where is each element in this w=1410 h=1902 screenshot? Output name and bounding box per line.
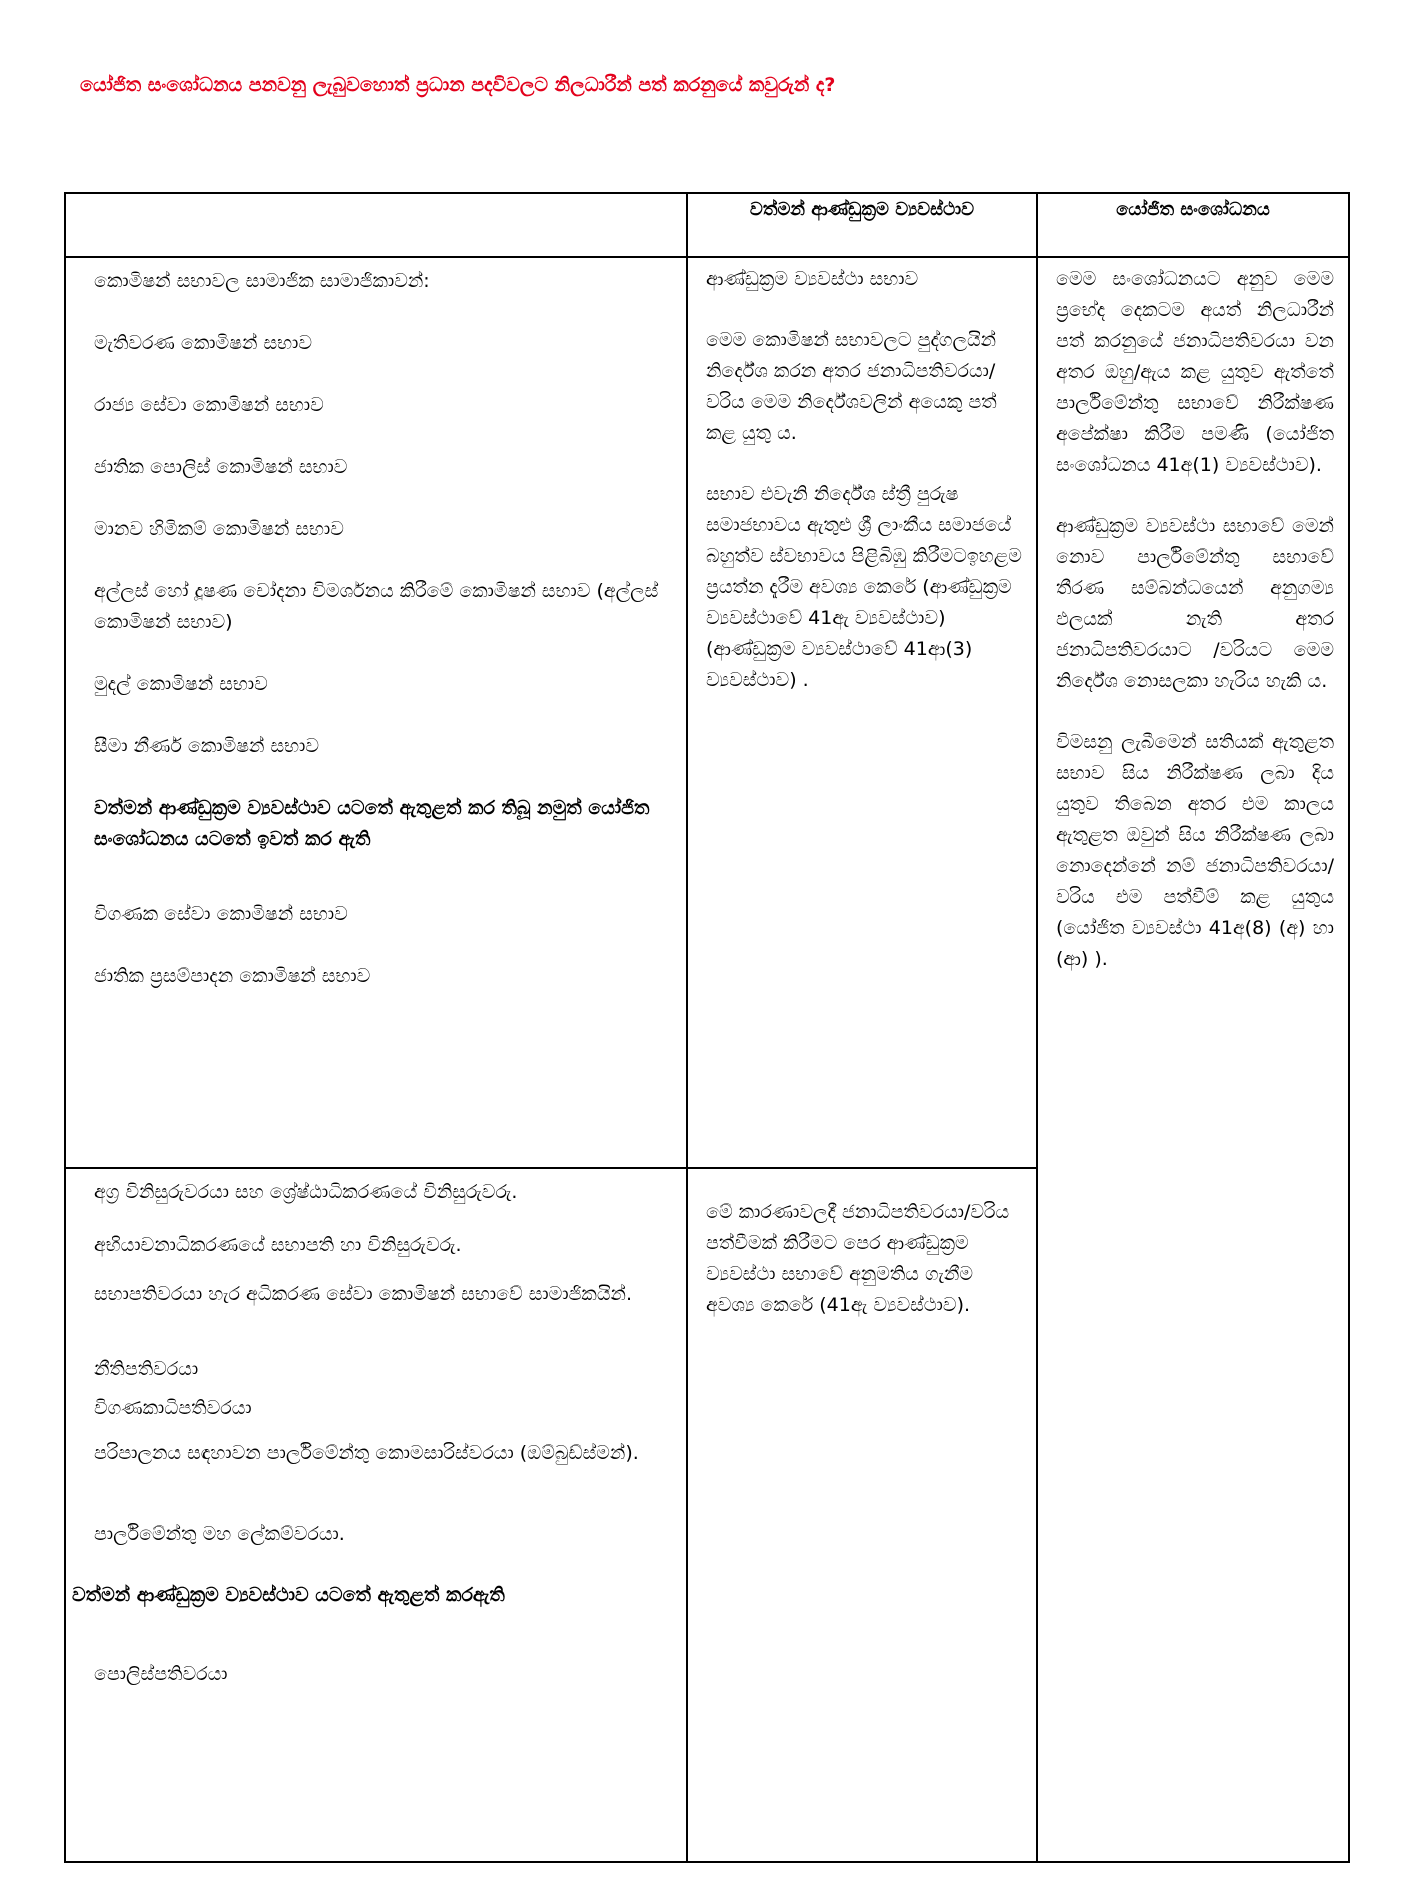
list-item: පරිපාලනය සඳහාවන පාර්ලිමේන්තු කොමසාරිස්වරයා (ඔම්බුඩ්ස්මන්). <box>94 1442 639 1464</box>
list-item: සභාපතිවරයා හැර අධිකරණ සේවා කොමිෂන් සභාවේ සාමාජිකයින්. <box>94 1283 632 1305</box>
list-item: විගණක සේවා කොමිෂන් සභාව <box>94 903 348 925</box>
officials-cell <box>65 1168 687 1862</box>
list-item: සීමා නීර්ණ කොමිෂන් සභාව <box>94 735 320 757</box>
amendment-paragraph: මෙම සංශෝධනයට අනුව මෙම ප්‍රභේද දෙකටම අයත් නිලධාරීන් පත් කරනුයේ ජනාධිපතිවරයා වන අතර ඔහු/ඇය කළ යුතුව ඇත්තේ පාර්ලිමේන්තු සභාවේ නිරීක්ෂණ අපේක්ෂා කිරීම පමණි (යෝජිත සංශෝධනය 41අ(1) ව්‍යවස්ථාව). <box>1056 268 1334 476</box>
current-approval-cell <box>687 1168 1037 1862</box>
list-item: අභියාචනාධිකරණයේ සභාපති හා විනිසුරුවරු. <box>94 1234 462 1256</box>
proposed-amendment-cell <box>1037 257 1349 1862</box>
recommendation-text: මෙම කොමිෂන් සභාවලට පුද්ගලයින් නිර්දේශ කරන අතර ජනාධිපතිවරයා/වරිය මෙම නිර්දේශවලින් අයෙකු පත් කළ යුතු ය. <box>706 329 997 444</box>
current-process-cell <box>687 257 1037 1168</box>
header-proposed-amendment: යෝජිත සංශෝධනය <box>1037 193 1349 257</box>
table-header-row <box>65 193 1349 257</box>
header-current-constitution: වත්මන් ආණ්ඩුක්‍රම ව්‍යවස්ථාව <box>687 193 1037 257</box>
commissions-cell <box>65 257 687 1168</box>
amendment-paragraph: විමසනු ලැබීමෙන් සතියක් ඇතුළත සභාව සිය නිරීක්ෂණ ලබා දිය යුතුව තිබෙන අතර එම කාලය ඇතුළත ඔවුන් සිය නිරීක්ෂණ ලබා නොදෙන්නේ නම් ජනාධිපතිවරයා/වරිය එම පත්වීම් කළ යුතුය (යෝජිත ව්‍යවස්ථා 41අ(8) (අ) හා (ආ) ). <box>1056 731 1334 970</box>
amendment-paragraph: ආණ්ඩුක්‍රම ව්‍යවස්ථා සභාවේ මෙන් නොව පාර්ලිමේන්තු සභාවේ තීරණ සම්බන්ධයෙන් අනුගම්‍ය ඵලයක් නැති අතර ජනාධිපතිවරයාට /වරියට මෙම නිර්දේශ නොසලකා හැරිය හැකි ය. <box>1056 515 1334 692</box>
list-item: රාජ්‍ය සේවා කොමිෂන් සභාව <box>94 394 324 416</box>
list-item: අල්ලස් හෝ දූෂණ චෝදනා විමර්ශනය කිරීමේ කොමිෂන් සභාව (අල්ලස් කොමිෂන් සභාව) <box>94 580 659 633</box>
list-item: පොලිස්පතිවරයා <box>94 1663 228 1685</box>
list-item: මුදල් කොමිෂන් සභාව <box>94 673 268 695</box>
list-item: පාර්ලිමේන්තු මහ ලේකම්වරයා. <box>94 1523 345 1545</box>
council-name: ආණ්ඩුක්‍රම ව්‍යවස්ථා සභාව <box>706 268 919 290</box>
list-item: අග්‍ර විනිසුරුවරයා සහ ශ්‍රේෂ්ඨාධිකරණයේ විනිසුරුවරු. <box>94 1181 518 1203</box>
header-blank <box>65 193 687 257</box>
included-note: වත්මන් ආණ්ඩුක්‍රම ව්‍යවස්ථාව යටතේ ඇතුළත් කරඇති <box>72 1584 505 1606</box>
list-item: මානව හිමිකම් කොමිෂන් සභාව <box>94 518 344 540</box>
approval-text: මේ කාරණාවලදී ජනාධිපතිවරයා/වරිය පත්වීමක් කිරීමට පෙර ආණ්ඩුක්‍රම ව්‍යවස්ථා සභාවේ අනුමතිය ගැනීම අවශ්‍ය කෙරේ (41ඇ ව්‍යවස්ථාව). <box>706 1201 1010 1316</box>
commissions-intro: කොමිෂන් සභාවල සාමාජික සාමාජිකාවන්: <box>94 270 430 292</box>
table-row <box>65 257 1349 1168</box>
list-item: නීතිපතිවරයා <box>94 1358 199 1380</box>
list-item: විගණකාධිපතිවරයා <box>94 1397 252 1419</box>
diversity-text: සභාව එවැනි නිර්දේශ ස්ත්‍රී පුරුෂ සමාජභාවය ඇතුළු ශ්‍රී ලාංකීය සමාජයේ බහුත්ව ස්වභාවය පිළිබිඹු කිරීමටඉහළම ප්‍රයත්න දැරීම අවශ්‍ය කෙරේ (ආණ්ඩුක්‍රම ව්‍යවස්ථාවේ 41ඇ ව්‍යවස්ථාව) (ආණ්ඩුක්‍රම ව්‍යවස්ථාවේ 41ආ(3) ව්‍යවස්ථාව) . <box>706 483 1022 691</box>
list-item: මැතිවරණ කොමිෂන් සභාව <box>94 332 313 354</box>
list-item: ජාතික ප්‍රසම්පාදන කොමිෂන් සභාව <box>94 965 371 987</box>
removed-note: වත්මන් ආණ්ඩුක්‍රම ව්‍යවස්ථාව යටතේ ඇතුළත් කර තිබූ නමුත් යෝජිත සංශෝධනය යටතේ ඉවත් කර ඇති <box>94 797 650 850</box>
page-title: යෝජිත සංශෝධනය පනවනු ලැබුවහොත් ප්‍රධාන පදවිවලට නිලධාරීන් පත් කරනුයේ කවුරුන් ද? <box>80 74 836 96</box>
list-item: ජාතික පොලිස් කොමිෂන් සභාව <box>94 456 348 478</box>
comparison-table <box>64 192 1350 1863</box>
